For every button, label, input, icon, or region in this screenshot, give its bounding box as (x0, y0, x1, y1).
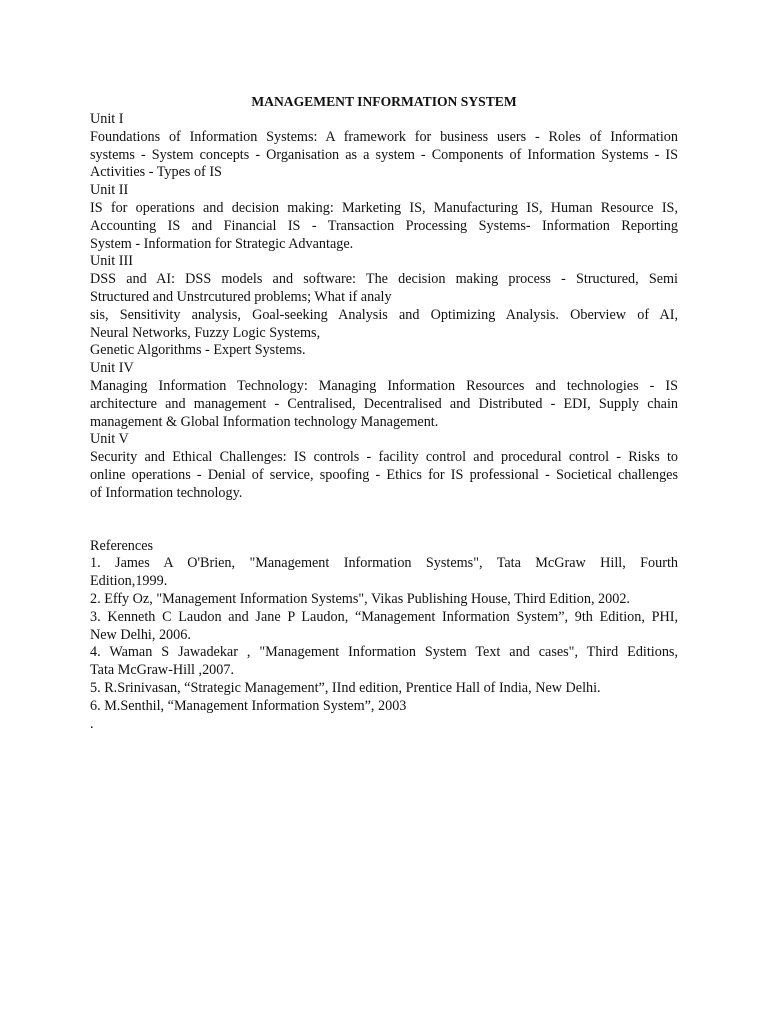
unit-text-line: Structured and Unstrcutured problems; What if analy (90, 288, 392, 305)
reference-line: 4. Waman S Jawadekar , "Management Information System Text and cases", Third Editions, (90, 644, 678, 661)
reference-line: 5. R.Srinivasan, “Strategic Management”, IInd edition, Prentice Hall of India, New Delhi. (90, 679, 601, 696)
document-page (90, 93, 678, 733)
reference-line: 1. James A O'Brien, "Management Information Systems", Tata McGraw Hill, Fourth (90, 555, 678, 572)
reference-line: 6. M.Senthil, “Management Information System”, 2003 (90, 697, 407, 714)
unit-text-line: Security and Ethical Challenges: IS controls - facility control and procedural control - Risks to (90, 449, 678, 466)
section-gap (90, 503, 678, 538)
unit-text-line: Activities - Types of IS (90, 164, 222, 181)
references-heading: References (90, 537, 154, 554)
unit-text-line: IS for operations and decision making: Marketing IS, Manufacturing IS, Human Resource IS, (90, 199, 678, 216)
unit-heading: Unit III (90, 253, 133, 270)
unit-heading: Unit V (90, 431, 129, 448)
unit-text-line: System - Information for Strategic Advantage. (90, 235, 354, 252)
unit-section (90, 111, 678, 182)
unit-section (90, 253, 678, 360)
unit-heading: Unit IV (90, 360, 134, 377)
unit-text-line: management & Global Information technology Management. (90, 413, 439, 430)
unit-section (90, 431, 678, 502)
unit-section (90, 182, 678, 253)
unit-section (90, 360, 678, 431)
references-section (90, 538, 678, 716)
reference-line: 3. Kenneth C Laudon and Jane P Laudon, “Management Information System”, 9th Edition, PHI, (90, 608, 678, 625)
unit-heading: Unit II (90, 182, 129, 199)
reference-line: 2. Effy Oz, "Management Information Systems", Vikas Publishing House, Third Edition, 2002. (90, 590, 630, 607)
unit-text-line: online operations - Denial of service, spoofing - Ethics for IS professional - Societical challenges (90, 466, 678, 483)
unit-text-line: Neural Networks, Fuzzy Logic Systems, (90, 324, 321, 341)
unit-text-line: systems - System concepts - Organisation as a system - Components of Information Systems - IS (90, 146, 678, 163)
reference-line: Tata McGraw-Hill ,2007. (90, 662, 234, 679)
syllabus-units (90, 111, 678, 503)
unit-text-line: DSS and AI: DSS models and software: The decision making process - Structured, Semi (90, 271, 678, 288)
unit-text-line: architecture and management - Centralised, Decentralised and Distributed - EDI, Supply chain (90, 395, 678, 412)
unit-text-line: Accounting IS and Financial IS - Transaction Processing Systems- Information Reporting (90, 217, 678, 234)
unit-text-line: Genetic Algorithms - Expert Systems. (90, 342, 306, 359)
unit-text-line: Foundations of Information Systems: A framework for business users - Roles of Information (90, 128, 678, 145)
unit-text-line: Managing Information Technology: Managing Information Resources and technologies - IS (90, 377, 678, 394)
unit-text-line: of Information technology. (90, 484, 243, 501)
reference-line: Edition,1999. (90, 573, 168, 590)
trailing-mark: . (90, 715, 94, 732)
unit-text-line: sis, Sensitivity analysis, Goal-seeking Analysis and Optimizing Analysis. Oberview of AI, (90, 306, 678, 323)
unit-heading: Unit I (90, 111, 124, 127)
document-title: MANAGEMENT INFORMATION SYSTEM (251, 94, 517, 109)
reference-line: New Delhi, 2006. (90, 626, 191, 643)
